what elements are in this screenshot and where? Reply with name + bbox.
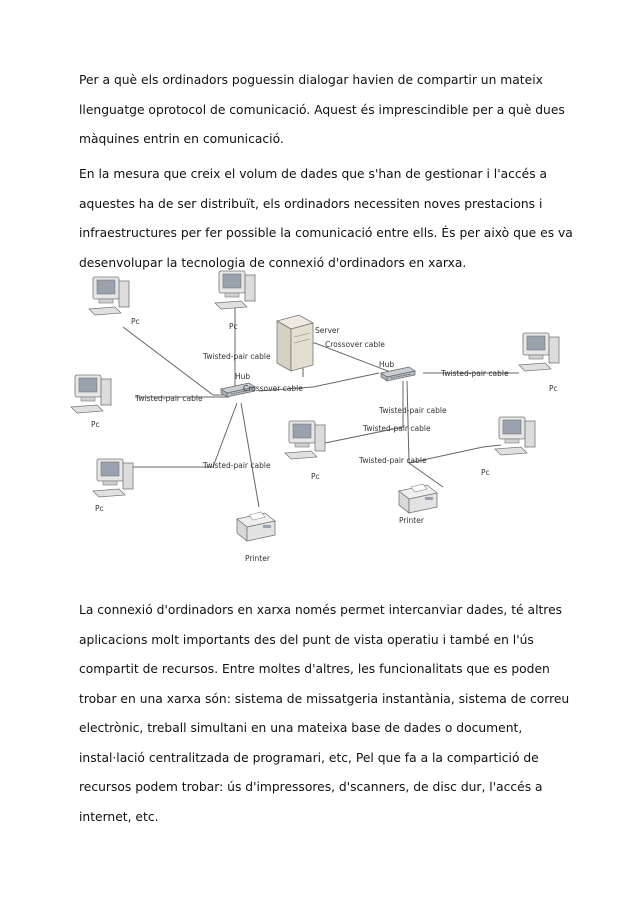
pc-icon [285, 421, 325, 459]
text-line: aquestes ha de ser distribuït, els ordinadors necessiten noves prestacions i [79, 196, 543, 211]
cable [123, 327, 229, 395]
twisted-pair-label: Twisted-pair cable [441, 369, 509, 378]
crossover-label: Crossover cable [325, 340, 385, 349]
pc-label: Pc [95, 504, 104, 513]
hub-label: Hub [235, 372, 251, 381]
twisted-pair-label: Twisted-pair cable [359, 456, 427, 465]
cable [241, 403, 259, 507]
twisted-pair-label: Twisted-pair cable [363, 424, 431, 433]
hub-label: Hub [379, 360, 395, 369]
text-line: instal·lació centralitzada de programari, etc, Pel que fa a la compartició de [79, 750, 539, 765]
pc-icon [495, 417, 535, 455]
text-line: En la mesura que creix el volum de dades que s'han de gestionar i l'accés a [79, 167, 548, 181]
twisted-pair-label: Twisted-pair cable [203, 352, 271, 361]
text-line: trobar en una xarxa són: sistema de missatgeria instantània, sistema de correu [79, 691, 570, 706]
twisted-pair-label: Twisted-pair cable [135, 394, 203, 403]
printer-label: Printer [245, 554, 270, 563]
printer-icon [399, 484, 437, 513]
pc-icon [89, 277, 129, 315]
text-line: compartit de recursos. Entre moltes d'altres, les funcionalitats que es poden [79, 662, 550, 676]
pc-label: Pc [131, 317, 140, 326]
twisted-pair-label: Twisted-pair cable [379, 406, 447, 415]
pc-label: Pc [481, 468, 490, 477]
pc-label: Pc [311, 472, 320, 481]
text-line: llenguatge oprotocol de comunicació. Aquest és imprescindible per a què dues [79, 102, 565, 117]
printer-label: Printer [399, 516, 424, 525]
pc-label: Pc [91, 420, 100, 429]
paragraph-applications [79, 596, 569, 832]
server-label: Server [315, 326, 340, 335]
text-line: electrònic, treball simultani en una mateixa base de dades o document, [79, 721, 523, 735]
text-line: màquines entrin en comunicació. [79, 132, 284, 146]
twisted-pair-label: Twisted-pair cable [203, 461, 271, 470]
cable [407, 381, 443, 487]
text-line: desenvolupar la tecnologia de connexió d'ordinadors en xarxa. [79, 255, 467, 270]
server-icon [277, 315, 313, 371]
pc-label: Pc [549, 384, 558, 393]
text-line: internet, etc. [79, 809, 159, 824]
text-line: infraestructures per fer possible la comunicació entre ells. És per això que es va [79, 226, 573, 240]
network-diagram [63, 267, 575, 577]
pc-icon [93, 459, 133, 497]
printer-icon [237, 512, 275, 541]
pc-icon [71, 375, 111, 413]
paragraph-growth [79, 160, 573, 278]
cable [129, 403, 237, 467]
crossover-label: Crossover cable [243, 384, 303, 393]
text-line: aplicacions molt importants des del punt de vista operatiu i també en l'ús [79, 632, 534, 647]
hub-icon [381, 367, 415, 381]
text-line: La connexió d'ordinadors en xarxa només permet intercanviar dades, té altres [79, 603, 563, 617]
pc-label: Pc [229, 322, 238, 331]
text-line: Per a què els ordinadors poguessin dialogar havien de compartir un mateix [79, 73, 543, 87]
pc-icon [215, 271, 255, 309]
text-line: recursos podem trobar: ús d'impressores, d'scanners, de disc dur, l'accés a [79, 780, 543, 794]
paragraph-intro [79, 66, 569, 155]
pc-icon [519, 333, 559, 371]
